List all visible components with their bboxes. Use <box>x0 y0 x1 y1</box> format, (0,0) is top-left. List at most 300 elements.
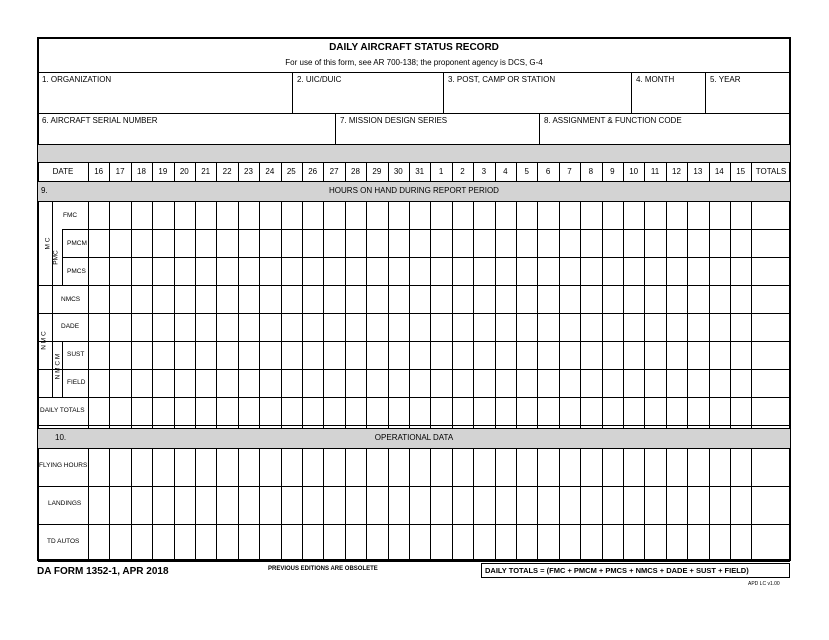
daily-totals-cell[interactable] <box>216 397 238 425</box>
dade-cell[interactable] <box>409 313 430 341</box>
nmcs-cell[interactable] <box>473 285 495 313</box>
daily-totals-cell[interactable] <box>602 397 623 425</box>
nmcs-cell[interactable] <box>495 285 516 313</box>
flying-hours-cell[interactable] <box>644 448 666 486</box>
mission-design-field[interactable] <box>336 114 539 144</box>
sust-cell[interactable] <box>345 341 366 369</box>
nmcs-cell[interactable] <box>259 285 281 313</box>
landings-cell[interactable] <box>323 486 345 524</box>
td-autos-cell[interactable] <box>366 524 388 561</box>
pmcs-cell[interactable] <box>602 257 623 285</box>
pmcs-cell[interactable] <box>687 257 709 285</box>
fmc-cell[interactable] <box>580 201 602 229</box>
nmcs-cell[interactable] <box>238 285 259 313</box>
sust-cell[interactable] <box>430 341 452 369</box>
dade-cell[interactable] <box>730 313 751 341</box>
pmcm-cell[interactable] <box>602 229 623 257</box>
fmc-cell[interactable] <box>345 201 366 229</box>
flying-hours-cell[interactable] <box>323 448 345 486</box>
nmcs-cell[interactable] <box>430 285 452 313</box>
fmc-cell[interactable] <box>131 201 152 229</box>
nmcs-cell[interactable] <box>537 285 559 313</box>
sust-cell[interactable] <box>409 341 430 369</box>
fmc-cell[interactable] <box>644 201 666 229</box>
field-cell[interactable] <box>323 369 345 397</box>
flying-hours-cell[interactable] <box>580 448 602 486</box>
nmcs-cell[interactable] <box>730 285 751 313</box>
pmcs-cell[interactable] <box>751 257 790 285</box>
flying-hours-cell[interactable] <box>388 448 409 486</box>
pmcm-cell[interactable] <box>345 229 366 257</box>
field-cell[interactable] <box>174 369 195 397</box>
pmcm-cell[interactable] <box>580 229 602 257</box>
landings-cell[interactable] <box>516 486 537 524</box>
flying-hours-cell[interactable] <box>238 448 259 486</box>
dade-cell[interactable] <box>516 313 537 341</box>
pmcs-cell[interactable] <box>409 257 430 285</box>
pmcs-cell[interactable] <box>537 257 559 285</box>
pmcm-cell[interactable] <box>281 229 302 257</box>
fmc-cell[interactable] <box>473 201 495 229</box>
landings-cell[interactable] <box>623 486 644 524</box>
nmcs-cell[interactable] <box>580 285 602 313</box>
assignment-code-field[interactable] <box>540 114 790 144</box>
sust-cell[interactable] <box>366 341 388 369</box>
td-autos-cell[interactable] <box>259 524 281 561</box>
sust-cell[interactable] <box>516 341 537 369</box>
fmc-cell[interactable] <box>109 201 131 229</box>
sust-cell[interactable] <box>452 341 473 369</box>
pmcs-cell[interactable] <box>666 257 687 285</box>
flying-hours-cell[interactable] <box>366 448 388 486</box>
pmcs-cell[interactable] <box>88 257 109 285</box>
dade-cell[interactable] <box>580 313 602 341</box>
landings-cell[interactable] <box>666 486 687 524</box>
nmcs-cell[interactable] <box>751 285 790 313</box>
field-cell[interactable] <box>602 369 623 397</box>
landings-cell[interactable] <box>174 486 195 524</box>
fmc-cell[interactable] <box>366 201 388 229</box>
daily-totals-cell[interactable] <box>666 397 687 425</box>
pmcs-cell[interactable] <box>580 257 602 285</box>
sust-cell[interactable] <box>473 341 495 369</box>
flying-hours-cell[interactable] <box>709 448 730 486</box>
flying-hours-cell[interactable] <box>409 448 430 486</box>
nmcs-cell[interactable] <box>323 285 345 313</box>
dade-cell[interactable] <box>345 313 366 341</box>
pmcs-cell[interactable] <box>709 257 730 285</box>
pmcs-cell[interactable] <box>323 257 345 285</box>
nmcs-cell[interactable] <box>88 285 109 313</box>
daily-totals-cell[interactable] <box>388 397 409 425</box>
field-cell[interactable] <box>216 369 238 397</box>
td-autos-cell[interactable] <box>666 524 687 561</box>
pmcm-cell[interactable] <box>644 229 666 257</box>
field-cell[interactable] <box>131 369 152 397</box>
field-cell[interactable] <box>559 369 580 397</box>
daily-totals-cell[interactable] <box>559 397 580 425</box>
td-autos-cell[interactable] <box>302 524 323 561</box>
nmcs-cell[interactable] <box>602 285 623 313</box>
daily-totals-cell[interactable] <box>430 397 452 425</box>
fmc-cell[interactable] <box>302 201 323 229</box>
daily-totals-cell[interactable] <box>302 397 323 425</box>
landings-cell[interactable] <box>131 486 152 524</box>
field-cell[interactable] <box>473 369 495 397</box>
fmc-cell[interactable] <box>409 201 430 229</box>
landings-cell[interactable] <box>259 486 281 524</box>
nmcs-cell[interactable] <box>388 285 409 313</box>
nmcs-cell[interactable] <box>559 285 580 313</box>
daily-totals-cell[interactable] <box>259 397 281 425</box>
landings-cell[interactable] <box>473 486 495 524</box>
pmcm-cell[interactable] <box>537 229 559 257</box>
sust-cell[interactable] <box>281 341 302 369</box>
sust-cell[interactable] <box>109 341 131 369</box>
sust-cell[interactable] <box>602 341 623 369</box>
landings-cell[interactable] <box>388 486 409 524</box>
field-cell[interactable] <box>430 369 452 397</box>
nmcs-cell[interactable] <box>152 285 174 313</box>
landings-cell[interactable] <box>345 486 366 524</box>
fmc-cell[interactable] <box>452 201 473 229</box>
daily-totals-cell[interactable] <box>452 397 473 425</box>
landings-cell[interactable] <box>580 486 602 524</box>
dade-cell[interactable] <box>259 313 281 341</box>
fmc-cell[interactable] <box>430 201 452 229</box>
nmcs-cell[interactable] <box>366 285 388 313</box>
fmc-cell[interactable] <box>687 201 709 229</box>
flying-hours-cell[interactable] <box>687 448 709 486</box>
daily-totals-cell[interactable] <box>109 397 131 425</box>
landings-cell[interactable] <box>452 486 473 524</box>
field-cell[interactable] <box>751 369 790 397</box>
pmcs-cell[interactable] <box>366 257 388 285</box>
daily-totals-cell[interactable] <box>495 397 516 425</box>
td-autos-cell[interactable] <box>345 524 366 561</box>
pmcm-cell[interactable] <box>109 229 131 257</box>
td-autos-cell[interactable] <box>751 524 790 561</box>
td-autos-cell[interactable] <box>602 524 623 561</box>
pmcm-cell[interactable] <box>687 229 709 257</box>
flying-hours-cell[interactable] <box>88 448 109 486</box>
field-cell[interactable] <box>666 369 687 397</box>
dade-cell[interactable] <box>195 313 216 341</box>
daily-totals-cell[interactable] <box>195 397 216 425</box>
fmc-cell[interactable] <box>537 201 559 229</box>
flying-hours-cell[interactable] <box>345 448 366 486</box>
dade-cell[interactable] <box>751 313 790 341</box>
daily-totals-cell[interactable] <box>281 397 302 425</box>
sust-cell[interactable] <box>730 341 751 369</box>
pmcm-cell[interactable] <box>388 229 409 257</box>
landings-cell[interactable] <box>709 486 730 524</box>
flying-hours-cell[interactable] <box>602 448 623 486</box>
daily-totals-cell[interactable] <box>152 397 174 425</box>
landings-cell[interactable] <box>409 486 430 524</box>
daily-totals-cell[interactable] <box>238 397 259 425</box>
landings-cell[interactable] <box>430 486 452 524</box>
dade-cell[interactable] <box>281 313 302 341</box>
landings-cell[interactable] <box>644 486 666 524</box>
field-cell[interactable] <box>88 369 109 397</box>
fmc-cell[interactable] <box>216 201 238 229</box>
td-autos-cell[interactable] <box>323 524 345 561</box>
fmc-cell[interactable] <box>751 201 790 229</box>
dade-cell[interactable] <box>88 313 109 341</box>
td-autos-cell[interactable] <box>709 524 730 561</box>
post-camp-station-field[interactable] <box>444 73 631 113</box>
flying-hours-cell[interactable] <box>259 448 281 486</box>
dade-cell[interactable] <box>623 313 644 341</box>
dade-cell[interactable] <box>174 313 195 341</box>
dade-cell[interactable] <box>152 313 174 341</box>
month-field[interactable] <box>632 73 705 113</box>
fmc-cell[interactable] <box>516 201 537 229</box>
field-cell[interactable] <box>238 369 259 397</box>
daily-totals-cell[interactable] <box>409 397 430 425</box>
nmcs-cell[interactable] <box>131 285 152 313</box>
field-cell[interactable] <box>495 369 516 397</box>
daily-totals-cell[interactable] <box>623 397 644 425</box>
field-cell[interactable] <box>537 369 559 397</box>
landings-cell[interactable] <box>195 486 216 524</box>
pmcm-cell[interactable] <box>751 229 790 257</box>
pmcs-cell[interactable] <box>131 257 152 285</box>
nmcs-cell[interactable] <box>281 285 302 313</box>
flying-hours-cell[interactable] <box>131 448 152 486</box>
pmcm-cell[interactable] <box>430 229 452 257</box>
td-autos-cell[interactable] <box>409 524 430 561</box>
dade-cell[interactable] <box>559 313 580 341</box>
fmc-cell[interactable] <box>323 201 345 229</box>
daily-totals-cell[interactable] <box>537 397 559 425</box>
field-cell[interactable] <box>152 369 174 397</box>
sust-cell[interactable] <box>302 341 323 369</box>
pmcm-cell[interactable] <box>452 229 473 257</box>
dade-cell[interactable] <box>366 313 388 341</box>
daily-totals-cell[interactable] <box>687 397 709 425</box>
flying-hours-cell[interactable] <box>452 448 473 486</box>
landings-cell[interactable] <box>559 486 580 524</box>
td-autos-cell[interactable] <box>88 524 109 561</box>
dade-cell[interactable] <box>388 313 409 341</box>
flying-hours-cell[interactable] <box>516 448 537 486</box>
nmcs-cell[interactable] <box>109 285 131 313</box>
sust-cell[interactable] <box>323 341 345 369</box>
flying-hours-cell[interactable] <box>495 448 516 486</box>
field-cell[interactable] <box>109 369 131 397</box>
pmcm-cell[interactable] <box>216 229 238 257</box>
td-autos-cell[interactable] <box>495 524 516 561</box>
nmcs-cell[interactable] <box>452 285 473 313</box>
flying-hours-cell[interactable] <box>109 448 131 486</box>
td-autos-cell[interactable] <box>537 524 559 561</box>
td-autos-cell[interactable] <box>516 524 537 561</box>
field-cell[interactable] <box>580 369 602 397</box>
nmcs-cell[interactable] <box>302 285 323 313</box>
daily-totals-cell[interactable] <box>131 397 152 425</box>
dade-cell[interactable] <box>323 313 345 341</box>
pmcm-cell[interactable] <box>409 229 430 257</box>
pmcs-cell[interactable] <box>152 257 174 285</box>
daily-totals-cell[interactable] <box>580 397 602 425</box>
pmcs-cell[interactable] <box>174 257 195 285</box>
dade-cell[interactable] <box>216 313 238 341</box>
nmcs-cell[interactable] <box>516 285 537 313</box>
pmcm-cell[interactable] <box>623 229 644 257</box>
sust-cell[interactable] <box>174 341 195 369</box>
sust-cell[interactable] <box>666 341 687 369</box>
daily-totals-cell[interactable] <box>751 397 790 425</box>
flying-hours-cell[interactable] <box>216 448 238 486</box>
pmcs-cell[interactable] <box>516 257 537 285</box>
pmcs-cell[interactable] <box>559 257 580 285</box>
pmcs-cell[interactable] <box>216 257 238 285</box>
daily-totals-cell[interactable] <box>366 397 388 425</box>
landings-cell[interactable] <box>88 486 109 524</box>
nmcs-cell[interactable] <box>623 285 644 313</box>
td-autos-cell[interactable] <box>687 524 709 561</box>
pmcs-cell[interactable] <box>623 257 644 285</box>
dade-cell[interactable] <box>666 313 687 341</box>
flying-hours-cell[interactable] <box>559 448 580 486</box>
nmcs-cell[interactable] <box>345 285 366 313</box>
sust-cell[interactable] <box>687 341 709 369</box>
sust-cell[interactable] <box>580 341 602 369</box>
field-cell[interactable] <box>623 369 644 397</box>
dade-cell[interactable] <box>644 313 666 341</box>
landings-cell[interactable] <box>537 486 559 524</box>
td-autos-cell[interactable] <box>195 524 216 561</box>
pmcm-cell[interactable] <box>366 229 388 257</box>
pmcm-cell[interactable] <box>259 229 281 257</box>
field-cell[interactable] <box>709 369 730 397</box>
daily-totals-cell[interactable] <box>709 397 730 425</box>
dade-cell[interactable] <box>709 313 730 341</box>
nmcs-cell[interactable] <box>687 285 709 313</box>
sust-cell[interactable] <box>751 341 790 369</box>
aircraft-serial-field[interactable] <box>38 114 335 144</box>
td-autos-cell[interactable] <box>430 524 452 561</box>
pmcm-cell[interactable] <box>195 229 216 257</box>
pmcm-cell[interactable] <box>495 229 516 257</box>
pmcs-cell[interactable] <box>109 257 131 285</box>
dade-cell[interactable] <box>495 313 516 341</box>
pmcm-cell[interactable] <box>730 229 751 257</box>
dade-cell[interactable] <box>473 313 495 341</box>
fmc-cell[interactable] <box>174 201 195 229</box>
td-autos-cell[interactable] <box>131 524 152 561</box>
fmc-cell[interactable] <box>559 201 580 229</box>
sust-cell[interactable] <box>388 341 409 369</box>
sust-cell[interactable] <box>216 341 238 369</box>
pmcs-cell[interactable] <box>345 257 366 285</box>
pmcs-cell[interactable] <box>644 257 666 285</box>
daily-totals-cell[interactable] <box>345 397 366 425</box>
pmcs-cell[interactable] <box>302 257 323 285</box>
fmc-cell[interactable] <box>495 201 516 229</box>
field-cell[interactable] <box>366 369 388 397</box>
pmcs-cell[interactable] <box>259 257 281 285</box>
flying-hours-cell[interactable] <box>174 448 195 486</box>
fmc-cell[interactable] <box>388 201 409 229</box>
landings-cell[interactable] <box>152 486 174 524</box>
sust-cell[interactable] <box>495 341 516 369</box>
td-autos-cell[interactable] <box>109 524 131 561</box>
pmcm-cell[interactable] <box>302 229 323 257</box>
pmcs-cell[interactable] <box>495 257 516 285</box>
flying-hours-cell[interactable] <box>430 448 452 486</box>
daily-totals-cell[interactable] <box>323 397 345 425</box>
organization-field[interactable] <box>38 73 292 113</box>
td-autos-cell[interactable] <box>216 524 238 561</box>
fmc-cell[interactable] <box>259 201 281 229</box>
daily-totals-cell[interactable] <box>516 397 537 425</box>
dade-cell[interactable] <box>109 313 131 341</box>
landings-cell[interactable] <box>302 486 323 524</box>
pmcm-cell[interactable] <box>709 229 730 257</box>
pmcs-cell[interactable] <box>430 257 452 285</box>
pmcm-cell[interactable] <box>516 229 537 257</box>
pmcm-cell[interactable] <box>473 229 495 257</box>
field-cell[interactable] <box>687 369 709 397</box>
td-autos-cell[interactable] <box>559 524 580 561</box>
landings-cell[interactable] <box>602 486 623 524</box>
td-autos-cell[interactable] <box>730 524 751 561</box>
daily-totals-cell[interactable] <box>174 397 195 425</box>
landings-cell[interactable] <box>687 486 709 524</box>
dade-cell[interactable] <box>602 313 623 341</box>
field-cell[interactable] <box>644 369 666 397</box>
dade-cell[interactable] <box>452 313 473 341</box>
fmc-cell[interactable] <box>666 201 687 229</box>
pmcs-cell[interactable] <box>452 257 473 285</box>
dade-cell[interactable] <box>687 313 709 341</box>
daily-totals-cell[interactable] <box>730 397 751 425</box>
field-cell[interactable] <box>452 369 473 397</box>
flying-hours-cell[interactable] <box>195 448 216 486</box>
landings-cell[interactable] <box>366 486 388 524</box>
pmcs-cell[interactable] <box>473 257 495 285</box>
nmcs-cell[interactable] <box>709 285 730 313</box>
dade-cell[interactable] <box>302 313 323 341</box>
fmc-cell[interactable] <box>195 201 216 229</box>
sust-cell[interactable] <box>709 341 730 369</box>
pmcm-cell[interactable] <box>131 229 152 257</box>
pmcs-cell[interactable] <box>238 257 259 285</box>
fmc-cell[interactable] <box>281 201 302 229</box>
dade-cell[interactable] <box>238 313 259 341</box>
landings-cell[interactable] <box>730 486 751 524</box>
flying-hours-cell[interactable] <box>751 448 790 486</box>
field-cell[interactable] <box>259 369 281 397</box>
pmcs-cell[interactable] <box>388 257 409 285</box>
fmc-cell[interactable] <box>152 201 174 229</box>
landings-cell[interactable] <box>495 486 516 524</box>
fmc-cell[interactable] <box>709 201 730 229</box>
flying-hours-cell[interactable] <box>281 448 302 486</box>
landings-cell[interactable] <box>238 486 259 524</box>
field-cell[interactable] <box>281 369 302 397</box>
flying-hours-cell[interactable] <box>152 448 174 486</box>
td-autos-cell[interactable] <box>623 524 644 561</box>
td-autos-cell[interactable] <box>388 524 409 561</box>
pmcm-cell[interactable] <box>174 229 195 257</box>
uic-duic-field[interactable] <box>293 73 443 113</box>
fmc-cell[interactable] <box>238 201 259 229</box>
field-cell[interactable] <box>730 369 751 397</box>
